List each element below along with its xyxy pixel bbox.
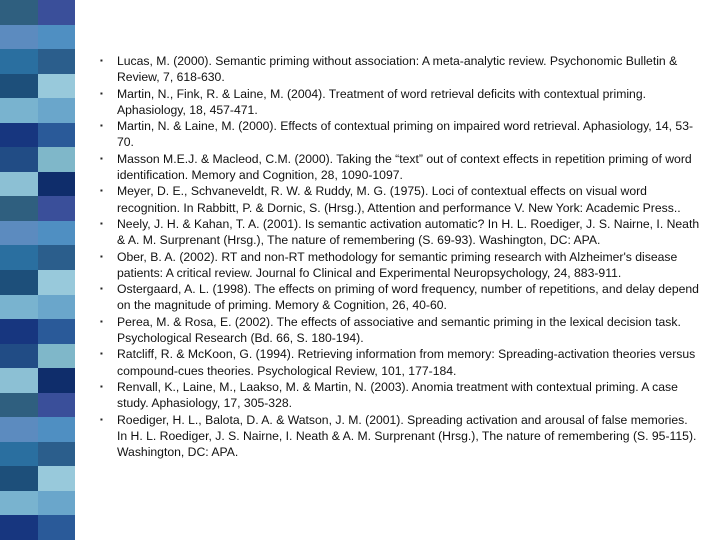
stripe-tile xyxy=(0,221,38,246)
reference-text: Neely, J. H. & Kahan, T. A. (2001). Is semantic activation automatic? In H. L. Roediger, J. S. Nairne, I. Neath & A. M. Surprenant (Hrsg.), The nature of remembering (S. 69-93). Washington, DC: APA. xyxy=(117,216,700,248)
stripe-row xyxy=(0,393,75,418)
stripe-tile xyxy=(38,245,76,270)
stripe-tile xyxy=(0,515,38,540)
stripe-tile xyxy=(0,196,38,221)
stripe-tile xyxy=(0,442,38,467)
stripe-tile xyxy=(0,344,38,369)
reference-item xyxy=(100,412,700,461)
decorative-color-stripe xyxy=(0,0,75,540)
stripe-row xyxy=(0,295,75,320)
stripe-tile xyxy=(0,393,38,418)
bullet-icon: ▪ xyxy=(100,381,103,391)
stripe-tile xyxy=(38,221,76,246)
bullet-icon: ▪ xyxy=(100,218,103,228)
reference-text: Ratcliff, R. & McKoon, G. (1994). Retrieving information from memory: Spreading-activation theories versus compound-cues theories. Psychological Review, 101, 177-184. xyxy=(117,347,696,378)
reference-item xyxy=(100,216,700,249)
bullet-icon: ▪ xyxy=(100,121,103,131)
stripe-row xyxy=(0,49,75,74)
stripe-row xyxy=(0,319,75,344)
stripe-tile xyxy=(38,147,76,172)
stripe-row xyxy=(0,123,75,148)
reference-text: Masson M.E.J. & Macleod, C.M. (2000). Taking the “text” out of context effects in repetition priming of word identification. Memory and Cognition, 28, 1090-1097. xyxy=(117,151,692,183)
stripe-row xyxy=(0,196,75,221)
bullet-icon: ▪ xyxy=(100,186,103,196)
reference-text: Ostergaard, A. L. (1998). The effects on priming of word frequency, number of repetitions, and delay depend on the magnitude of priming. Memory & Cognition, 26, 40-60. xyxy=(117,282,699,313)
stripe-row xyxy=(0,98,75,123)
reference-item xyxy=(100,346,700,379)
stripe-tile xyxy=(38,123,76,148)
reference-text: Roediger, H. L., Balota, D. A. & Watson, J. M. (2001). Spreading activation and arousal of false memories. In H. L. Roediger, J. S. Nairne, I. Neath & A. M. Surprenant (Hrsg.), The nature of remembering (S. 95-115). Washington, DC: APA. xyxy=(117,412,697,460)
stripe-tile xyxy=(0,319,38,344)
bullet-icon: ▪ xyxy=(100,56,103,65)
stripe-tile xyxy=(38,74,76,99)
bullet-icon: ▪ xyxy=(100,88,103,98)
bullet-icon: ▪ xyxy=(100,349,103,359)
stripe-row xyxy=(0,172,75,197)
bullet-icon: ▪ xyxy=(100,316,103,326)
stripe-tile xyxy=(38,319,76,344)
reference-item xyxy=(100,183,700,216)
stripe-tile xyxy=(38,393,76,418)
reference-list xyxy=(100,53,700,460)
stripe-tile xyxy=(0,295,38,320)
stripe-row xyxy=(0,221,75,246)
stripe-tile xyxy=(38,25,76,50)
stripe-row xyxy=(0,25,75,50)
reference-text: Perea, M. & Rosa, E. (2002). The effects of associative and semantic priming in the lexical decision task. Psychological Research (Bd. 66, S. 180-194). xyxy=(117,314,681,346)
stripe-tile xyxy=(38,270,76,295)
stripe-tile xyxy=(0,147,38,172)
stripe-row xyxy=(0,245,75,270)
stripe-tile xyxy=(38,0,76,25)
stripe-tile xyxy=(38,368,76,393)
stripe-row xyxy=(0,147,75,172)
bullet-icon: ▪ xyxy=(100,251,103,261)
stripe-tile xyxy=(38,344,76,369)
reference-text: Lucas, M. (2000). Semantic priming without association: A meta-analytic review. Psychonomic Bulletin & Review, 7, 618-630. xyxy=(117,54,678,85)
reference-item xyxy=(100,249,700,282)
stripe-tile xyxy=(38,98,76,123)
stripe-tile xyxy=(0,491,38,516)
reference-item xyxy=(100,86,700,119)
stripe-tile xyxy=(0,74,38,99)
stripe-tile xyxy=(0,245,38,270)
bullet-icon: ▪ xyxy=(100,153,103,163)
reference-item xyxy=(100,151,700,184)
stripe-tile xyxy=(38,466,76,491)
stripe-row xyxy=(0,344,75,369)
reference-text: Renvall, K., Laine, M., Laakso, M. & Martin, N. (2003). Anomia treatment with contextual priming. A case study. Aphasiology, 17, 305-328. xyxy=(117,379,678,411)
stripe-row xyxy=(0,368,75,393)
stripe-tile xyxy=(0,172,38,197)
stripe-tile xyxy=(0,466,38,491)
stripe-tile xyxy=(0,123,38,148)
stripe-tile xyxy=(0,368,38,393)
stripe-row xyxy=(0,0,75,25)
reference-item xyxy=(100,53,700,86)
stripe-tile xyxy=(38,196,76,221)
reference-text: Meyer, D. E., Schvaneveldt, R. W. & Ruddy, M. G. (1975). Loci of contextual effects on visual word recognition. In Rabbitt, P. & Dornic, S. (Hrsg.), Attention and performance V. New York: Academic Press.. xyxy=(117,184,681,215)
stripe-row xyxy=(0,74,75,99)
stripe-tile xyxy=(38,417,76,442)
bullet-icon: ▪ xyxy=(100,284,103,294)
stripe-tile xyxy=(38,172,76,197)
reference-text: Martin, N., Fink, R. & Laine, M. (2004). Treatment of word retrieval deficits with contextual priming. Aphasiology, 18, 457-471. xyxy=(117,86,647,117)
stripe-tile xyxy=(0,98,38,123)
stripe-row xyxy=(0,515,75,540)
reference-text: Ober, B. A. (2002). RT and non-RT methodology for semantic priming research with Alzheimer's disease patients: A critical review. Journal fo Clinical and Experimental Neuropsychology, 24, 883-911. xyxy=(117,249,678,280)
stripe-row xyxy=(0,466,75,491)
stripe-tile xyxy=(0,417,38,442)
stripe-tile xyxy=(0,0,38,25)
reference-item xyxy=(100,281,700,314)
stripe-tile xyxy=(38,442,76,467)
stripe-row xyxy=(0,417,75,442)
stripe-row xyxy=(0,491,75,516)
bullet-icon: ▪ xyxy=(100,414,103,424)
reference-text: Martin, N. & Laine, M. (2000). Effects of contextual priming on impaired word retrieval. Aphasiology, 14, 53-70. xyxy=(117,119,694,150)
reference-item xyxy=(100,118,700,151)
stripe-row xyxy=(0,270,75,295)
stripe-tile xyxy=(0,270,38,295)
stripe-tile xyxy=(0,49,38,74)
stripe-row xyxy=(0,442,75,467)
stripe-tile xyxy=(38,295,76,320)
stripe-tile xyxy=(38,515,76,540)
stripe-tile xyxy=(38,491,76,516)
reference-item xyxy=(100,314,700,347)
stripe-tile xyxy=(38,49,76,74)
reference-item xyxy=(100,379,700,412)
stripe-tile xyxy=(0,25,38,50)
